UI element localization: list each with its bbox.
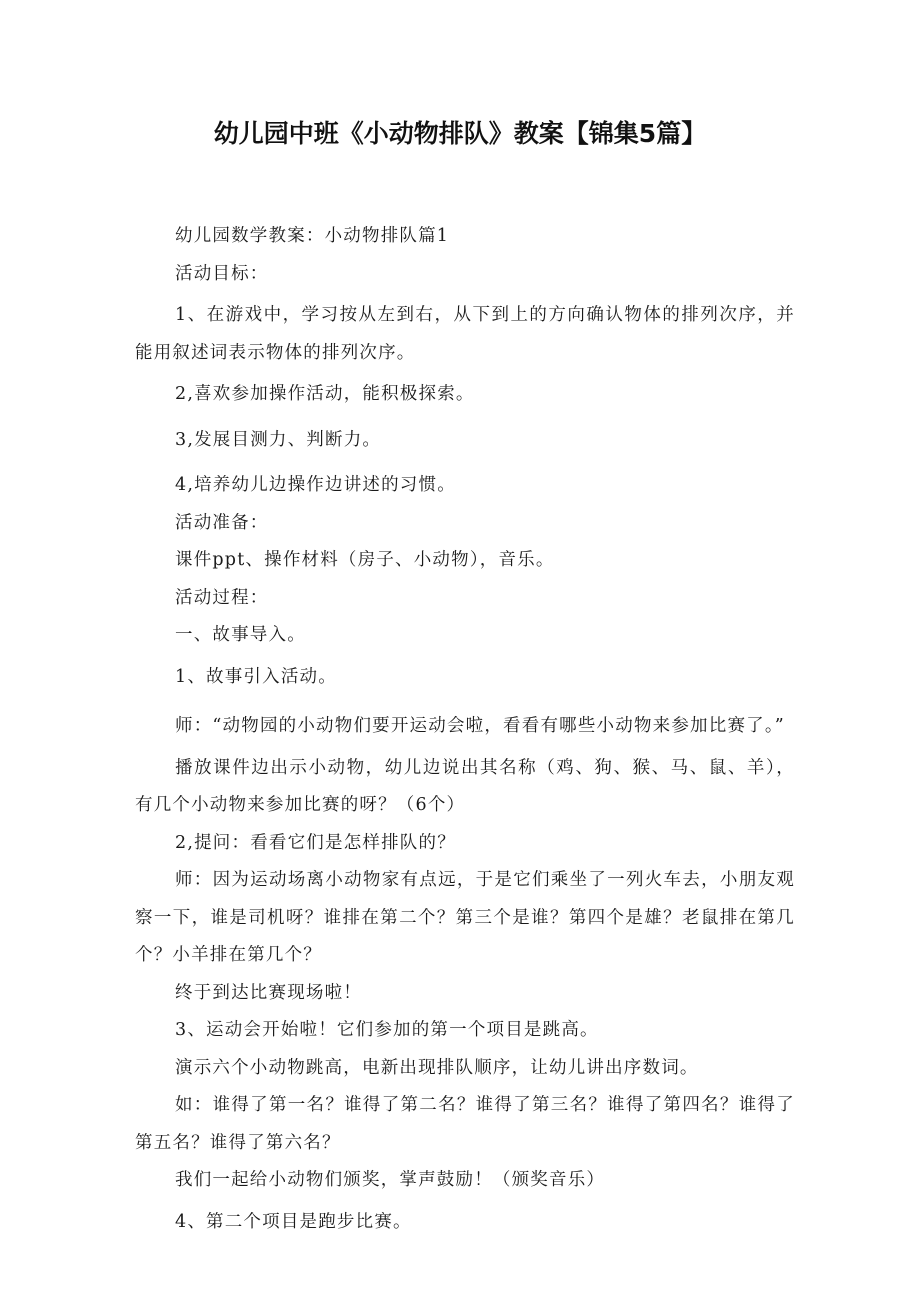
- paragraph-goal-2: 2,喜欢参加操作活动，能积极探索。: [175, 384, 475, 404]
- document-title: 幼儿园中班《小动物排队》教案【锦集5篇】: [213, 119, 707, 148]
- paragraph-goals-label: 活动目标：: [175, 263, 269, 284]
- paragraph-step-1: 一、故事导入。: [175, 625, 306, 645]
- document-body: [135, 218, 795, 1241]
- paragraph-step-1-4: 4、第二个项目是跑步比赛。: [175, 1211, 412, 1232]
- paragraph-step-1-2: 2,提问：看看它们是怎样排队的？: [175, 832, 456, 853]
- paragraph-jump-demo: 演示六个小动物跳高，电新出现排队顺序，让幼儿讲出序数词。: [175, 1057, 699, 1078]
- paragraph-process-label: 活动过程：: [175, 587, 269, 608]
- paragraph-goal-3: 3,发展目测力、判断力。: [175, 429, 382, 450]
- paragraph-step-1-3: 3、运动会开始啦！它们参加的第一个项目是跳高。: [175, 1020, 599, 1040]
- paragraph-prep-materials: 课件ppt、操作材料（房子、小动物），音乐。: [175, 550, 555, 570]
- paragraph-teacher-intro: 师：“动物园的小动物们要开运动会啦，看看有哪些小动物来参加比赛了。”: [175, 716, 785, 736]
- paragraph-goal-1: 1、在游戏中，学习按从左到右，从下到上的方向确认物体的排列次序，并能用叙述词表示物体的排列次序。: [135, 305, 795, 363]
- paragraph-award: 我们一起给小动物们颁奖，掌声鼓励！（颁奖音乐）: [175, 1170, 606, 1190]
- paragraph-ranking-questions: 如：谁得了第一名？谁得了第二名？谁得了第三名？谁得了第四名？谁得了第五名？谁得了第六名？: [135, 1095, 795, 1153]
- paragraph-step-1-1: 1、故事引入活动。: [175, 666, 337, 687]
- paragraph-prep-label: 活动准备：: [175, 512, 269, 533]
- paragraph-show-animals: 播放课件边出示小动物，幼儿边说出其名称（鸡、狗、猴、马、鼠、羊），有几个小动物来参加比赛的呀？（6个）: [135, 757, 795, 815]
- paragraph-teacher-train: 师：因为运动场离小动物家有点远，于是它们乘坐了一列火车去，小朋友观察一下，谁是司机呀？谁排在第二个？第三个是谁？第四个是雄？老鼠排在第几个？小羊排在第几个？: [135, 870, 795, 965]
- paragraph-arrive: 终于到达比赛现场啦！: [175, 982, 362, 1003]
- paragraph-goal-4: 4,培养幼儿边操作边讲述的习惯。: [175, 475, 456, 495]
- paragraph-section-heading: 幼儿园数学教案：小动物排队篇1: [175, 226, 450, 246]
